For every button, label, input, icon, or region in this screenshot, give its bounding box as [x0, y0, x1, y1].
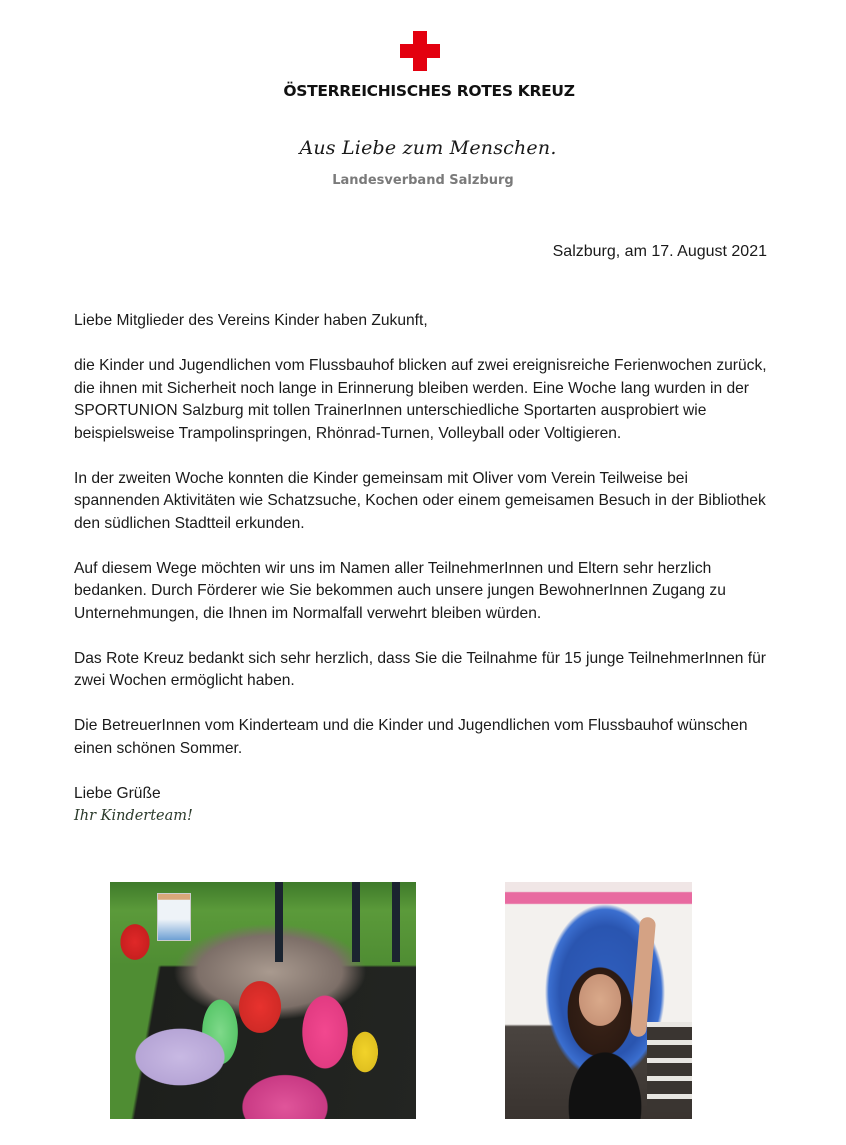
shelf-stripes	[647, 1022, 692, 1112]
raised-arm	[630, 917, 656, 1038]
group-sign	[157, 893, 191, 941]
closing	[74, 783, 774, 828]
paragraph: Auf diesem Wege möchten wir uns im Namen aller TeilnehmerInnen und Eltern sehr herzlich bedanken. Durch Förderer wie Sie bekommen auch unsere jungen BewohnerInnen Zugang zu Unternehmungen, die Ihnen im Normalfall verwehrt bleiben würden.	[74, 559, 726, 622]
pole	[275, 882, 283, 962]
closing-text: Liebe Grüße	[74, 784, 161, 802]
pole	[352, 882, 360, 962]
place-date: Salzburg, am 17. August 2021	[552, 243, 767, 260]
organization-name: ÖSTERREICHISCHES ROTES KREUZ	[283, 82, 575, 100]
slogan: Aus Liebe zum Menschen.	[299, 137, 557, 159]
group-photo	[110, 882, 416, 1119]
letter-body	[74, 310, 774, 828]
pole	[392, 882, 400, 962]
signature: Ihr Kinderteam!	[74, 808, 193, 824]
red-cross-icon	[400, 31, 440, 71]
paragraph: die Kinder und Jugendlichen vom Flussbauhof blicken auf zwei ereignisreiche Ferienwochen zurück, die ihnen mit Sicherheit noch lange in Erinnerung bleiben werden. Eine Woche lang wurden in der SPORTUNION Salzburg mit tollen TrainerInnen unterschiedliche Sportarten ausprobiert wie beispielsweise Trampolinspringen, Rhönrad-Turnen, Volleyball oder Voltigieren.	[74, 357, 767, 442]
girl-photo	[505, 882, 692, 1119]
paragraph: In der zweiten Woche konnten die Kinder gemeinsam mit Oliver vom Verein Teilweise bei spannenden Aktivitäten wie Schatzsuche, Kochen oder einem gemeisamen Besuch in der Bibliothek den südlichen Stadtteil erkunden.	[74, 469, 766, 532]
salutation: Liebe Mitglieder des Vereins Kinder haben Zukunft,	[74, 312, 428, 329]
paragraph: Das Rote Kreuz bedankt sich sehr herzlich, dass Sie die Teilnahme für 15 junge TeilnehmerInnen für zwei Wochen ermöglicht haben.	[74, 649, 767, 689]
paragraph: Die BetreuerInnen vom Kinderteam und die Kinder und Jugendlichen vom Flussbauhof wünschen einen schönen Sommer.	[74, 717, 748, 757]
subtitle: Landesverband Salzburg	[332, 173, 514, 188]
